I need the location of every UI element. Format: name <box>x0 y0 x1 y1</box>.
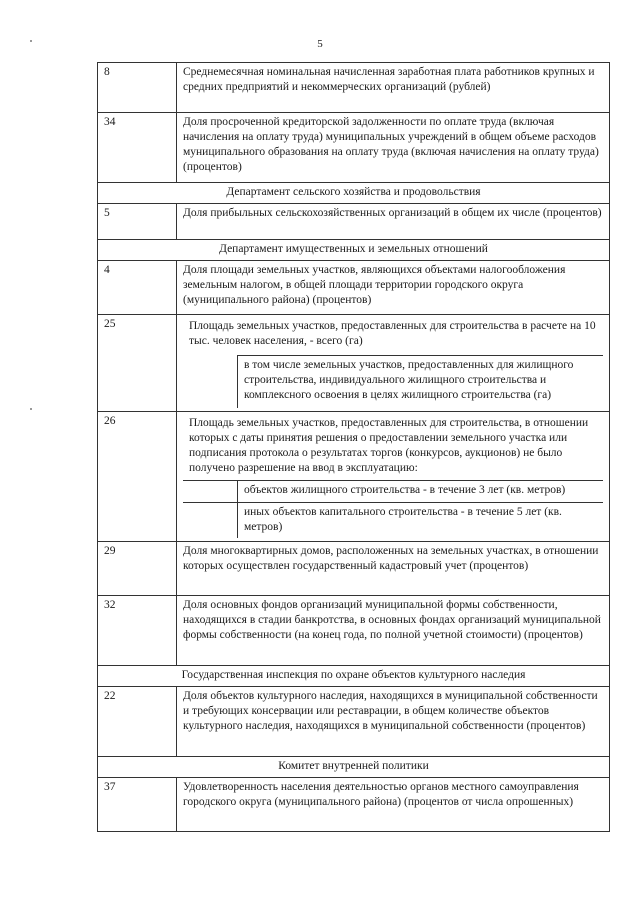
row-number: 37 <box>98 778 177 832</box>
table-row <box>98 411 610 542</box>
row-number: 25 <box>98 315 177 412</box>
sub-row <box>183 356 603 408</box>
table-row <box>98 687 610 757</box>
sub-blank-cell <box>183 480 238 502</box>
row-description: Площадь земельных участков, предоставленных для строительства, в отношении которых с даты принятия решения о предоставлении земельного участка или подписания протокола о результатах торгов (конкурсов, аукционов) не было получено разрешение на ввод в эксплуатацию: <box>189 416 589 474</box>
section-row <box>98 666 610 687</box>
row-description: Доля многоквартирных домов, расположенных на земельных участках, в отношении которых осуществлен государственный кадастровый учет (процентов) <box>177 542 610 596</box>
sub-description: в том числе земельных участков, предоставленных для жилищного строительства, индивидуального жилищного строительства и комплексного освоения в целях жилищного строительства (га) <box>238 356 604 408</box>
row-description: Доля площади земельных участков, являющихся объектами налогообложения земельным налогом, в общей площади территории городского округа (муниципального района) (процентов) <box>177 261 610 315</box>
section-row <box>98 183 610 204</box>
table-row <box>98 261 610 315</box>
table-row <box>98 315 610 412</box>
scan-speck <box>30 40 32 42</box>
sub-blank-cell <box>183 356 238 408</box>
row-number: 29 <box>98 542 177 596</box>
sub-row <box>183 502 603 538</box>
table-row <box>98 542 610 596</box>
row-number: 22 <box>98 687 177 757</box>
table-row <box>98 596 610 666</box>
section-title: Департамент сельского хозяйства и продовольствия <box>98 183 610 204</box>
sub-blank-cell <box>183 502 238 538</box>
section-title: Комитет внутренней политики <box>98 757 610 778</box>
row-group <box>177 411 610 542</box>
row-group <box>177 315 610 412</box>
section-title: Государственная инспекция по охране объектов культурного наследия <box>98 666 610 687</box>
indicators-table <box>97 62 610 832</box>
row-number: 32 <box>98 596 177 666</box>
section-row <box>98 757 610 778</box>
row-description: Доля объектов культурного наследия, находящихся в муниципальной собственности и требующих консервации или реставрации, в общем количестве объектов культурного наследия, находящихся в муниципальной собственности (процентов) <box>177 687 610 757</box>
row-description: Доля прибыльных сельскохозяйственных организаций в общем их числе (процентов) <box>177 204 610 240</box>
row-number: 26 <box>98 411 177 542</box>
table-row <box>98 113 610 183</box>
sub-description: объектов жилищного строительства - в течение 3 лет (кв. метров) <box>238 480 604 502</box>
sub-rows <box>183 480 603 539</box>
section-title: Департамент имущественных и земельных отношений <box>98 240 610 261</box>
table-row <box>98 204 610 240</box>
sub-description: иных объектов капитального строительства - в течение 5 лет (кв. метров) <box>238 502 604 538</box>
row-number: 4 <box>98 261 177 315</box>
row-description: Удовлетворенность населения деятельностью органов местного самоуправления городского округа (муниципального района) (процентов от числа опрошенных) <box>177 778 610 832</box>
row-description: Доля основных фондов организаций муниципальной формы собственности, находящихся в стадии банкротства, в основных фондах организаций муниципальной формы собственности (на конец года, по полной учетной стоимости) (процентов) <box>177 596 610 666</box>
scan-speck <box>30 408 32 410</box>
table-row <box>98 63 610 113</box>
row-description: Среднемесячная номинальная начисленная заработная плата работников крупных и средних предприятий и некоммерческих организаций (рублей) <box>177 63 610 113</box>
page-number: 5 <box>317 38 323 50</box>
sub-row <box>183 480 603 502</box>
row-number: 34 <box>98 113 177 183</box>
section-row <box>98 240 610 261</box>
row-description: Площадь земельных участков, предоставленных для строительства в расчете на 10 тыс. человек населения, - всего (га) <box>189 320 596 347</box>
row-number: 8 <box>98 63 177 113</box>
sub-rows <box>183 355 603 408</box>
row-description: Доля просроченной кредиторской задолженности по оплате труда (включая начисления на оплату труда) муниципальных учреждений в общем объеме расходов муниципального образования на оплату труда (включая начисления на оплату труда) (процентов) <box>177 113 610 183</box>
table-row <box>98 778 610 832</box>
row-number: 5 <box>98 204 177 240</box>
